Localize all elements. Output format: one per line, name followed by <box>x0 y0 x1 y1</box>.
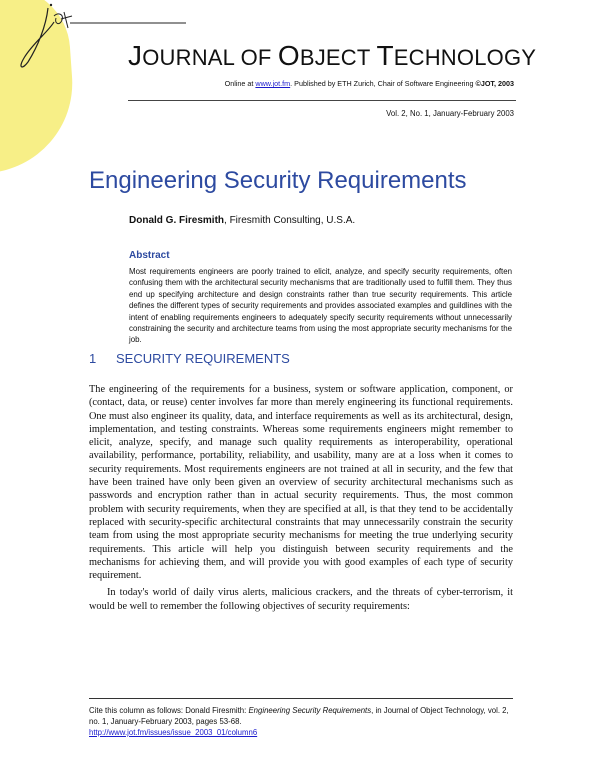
header-divider <box>128 100 516 101</box>
author-line <box>129 215 355 226</box>
journal-url-link[interactable]: www.jot.fm <box>255 79 291 88</box>
logo-script-t <box>61 12 72 28</box>
section-number: 1 <box>89 351 97 366</box>
footer-divider <box>89 698 513 699</box>
abstract-text: Most requirements engineers are poorly trained to elicit, analyze, and specify security requirements, often confusing them with the architectural security mechanisms that are traditionally used to fulfill them. They thus end up specifying architecture and design constraints rather than true security requirements. This article defines the different types of security requirements and provides associated examples and guildlines with the intent of enabling requirements engineers to adequately specify security requirements without unnecessarily constraining the security and architecture teams from using the most appropriate security mechanisms for the job. <box>129 267 512 345</box>
body-paragraph: The engineering of the requirements for a business, system or software application, component, or (contact, data, or reuse) center involves far more than merely engineering its functional requirements. One must also engineer its quality, data, and interface requirements as well as its architectural, design, implementation, and testing constraints. Whereas some requirements engineers might remember to elicit, analyze, specify, and manage such quality requirements as interoperability, operational availability, performance, portability, reliability, and usability, many are at a loss when it comes to security requirements. Most requirements engineers are not trained at all in security, and the few that have been trained have only been given an overview of security architectural mechanisms such as passwords and encryption rather than in actual security requirements. Thus, the most common problem with security requirements, when they are specified at all, is that they tend to be accidentally replaced with security-specific architectural constraints that may unnecessarily constrain the security team from using the most appropriate security mechanisms for meeting the true underlying security requirements. This article will help you distinguish between security requirements and the mechanisms for achieving them, and will provide you with good examples of each type of security requirement. <box>89 384 513 582</box>
author-name: Donald G. Firesmith <box>129 215 225 226</box>
author-affiliation: , Firesmith Consulting, U.S.A. <box>224 215 356 226</box>
body-text <box>89 383 513 613</box>
body-paragraph: In today's world of daily virus alerts, malicious crackers, and the threats of cyber-terrorism, it would be well to remember the following objectives of security requirements: <box>89 587 513 612</box>
article-title: Engineering Security Requirements <box>89 167 467 194</box>
copyright-text: ©JOT, 2003 <box>475 79 514 88</box>
logo-script-stroke <box>21 8 54 67</box>
journal-title: JOURNAL OF OBJECT TECHNOLOGY <box>128 40 537 71</box>
citation-url-link[interactable]: http://www.jot.fm/issues/issue_2003_01/column6 <box>89 728 258 737</box>
citation-title: Engineering Security Requirements <box>248 706 372 715</box>
section-title: SECURITY REQUIREMENTS <box>116 351 290 366</box>
logo-script-dot <box>50 4 52 6</box>
issue-info: Vol. 2, No. 1, January-February 2003 <box>386 109 514 118</box>
citation-footer: Cite this column as follows: Donald Firesmith: Engineering Security Requirements, in Journal of Object Technology, vol. 2, no. 1, January-February 2003, pages 53-68. http://www.jot.fm/issues/issue_2003_01/column6 <box>89 706 509 737</box>
section-heading <box>89 351 290 366</box>
abstract-heading: Abstract <box>129 250 170 261</box>
publisher-line: Online at www.jot.fm. Published by ETH Zurich, Chair of Software Engineering ©JOT, 2003 <box>224 79 514 88</box>
